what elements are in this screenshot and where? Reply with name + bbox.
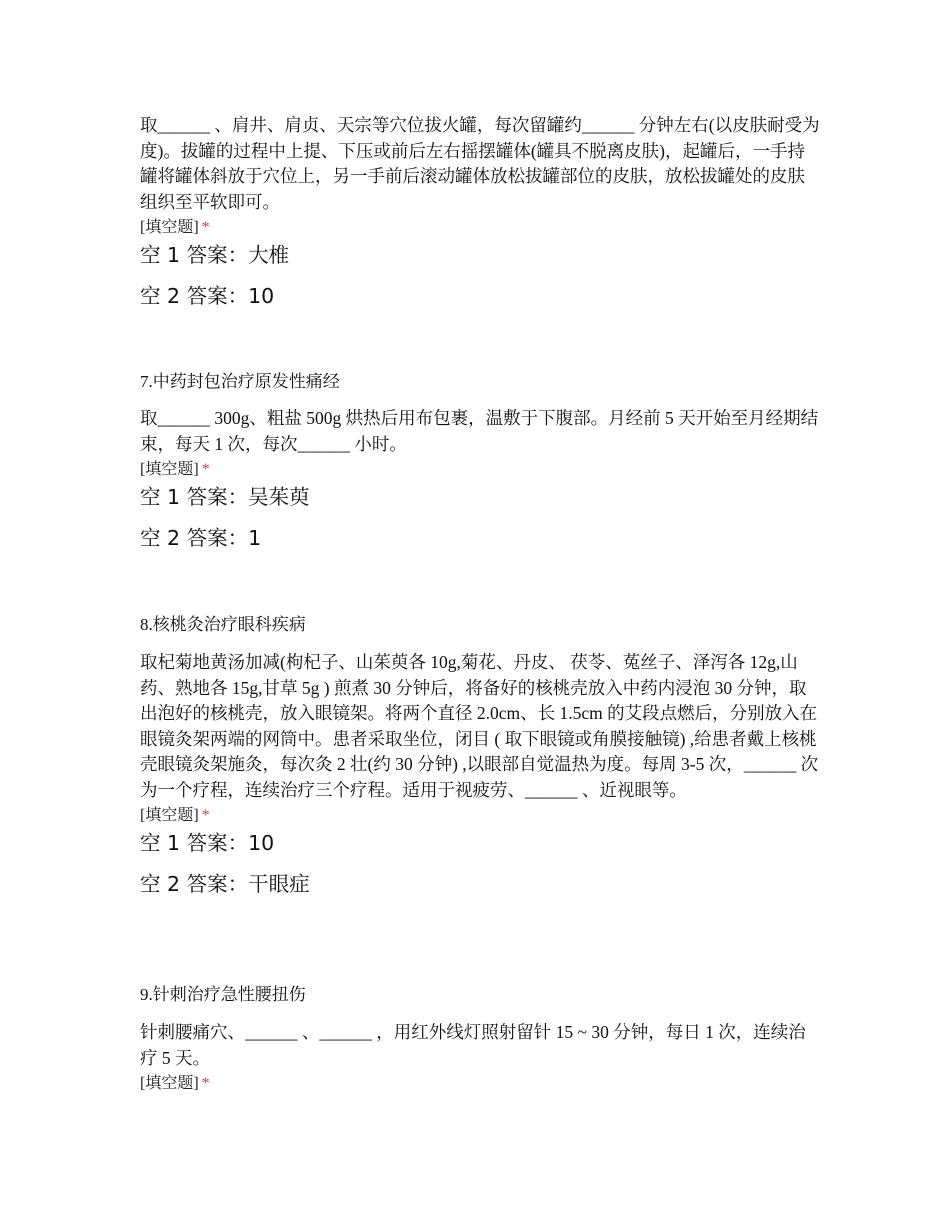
answer-2: 空 2 答案：10 — [140, 284, 275, 308]
question-9 — [140, 1020, 820, 1095]
question-type-label — [140, 459, 820, 481]
question-7-title: 7.中药封包治疗原发性痛经 — [140, 372, 340, 391]
answer-2: 空 2 答案：干眼症 — [140, 872, 310, 896]
question-type-text: [填空题] — [140, 807, 199, 824]
required-mark: * — [201, 1075, 210, 1092]
question-type-label — [140, 217, 820, 239]
question-9-title: 9.针刺治疗急性腰扭伤 — [140, 985, 306, 1004]
question-8 — [140, 650, 820, 898]
question-6 — [140, 113, 820, 310]
question-7 — [140, 406, 820, 552]
question-type-text: [填空题] — [140, 219, 199, 236]
required-mark: * — [201, 461, 210, 478]
required-mark: * — [201, 807, 210, 824]
question-body: 针刺腰痛穴、______ 、______ ，用红外线灯照射留针 15 ~ 30 分钟，每日 1 次，连续治疗 5 天。 — [140, 1022, 806, 1068]
question-type-text: [填空题] — [140, 1075, 199, 1092]
answer-2: 空 2 答案：1 — [140, 526, 262, 550]
question-type-label — [140, 805, 820, 827]
question-type-text: [填空题] — [140, 461, 199, 478]
answer-1: 空 1 答案：吴茱萸 — [140, 485, 310, 509]
answer-1: 空 1 答案：大椎 — [140, 243, 290, 267]
answer-1: 空 1 答案：10 — [140, 831, 275, 855]
question-8-title: 8.核桃灸治疗眼科疾病 — [140, 615, 306, 634]
question-body: 取杞菊地黄汤加减(枸杞子、山茱萸各 10g,菊花、丹皮、 茯苓、菟丝子、泽泻各 12g,山药、熟地各 15g,甘草 5g ) 煎煮 30 分钟后，将备好的核桃壳放入中药内浸泡 30 分钟，取出泡好的核桃壳，放入眼镜架。将两个直径 2.0cm、长 1.5cm 的艾段点燃后，分别放入在眼镜灸架两端的网筒中。患者采取坐位，闭目 ( 取下眼镜或角膜接触镜) ,给患者戴上核桃壳眼镜灸架施灸，每次灸 2 壮(约 30 分钟) ,以眼部自觉温热为度。每周 3-5 次，______ 次为一个疗程，连续治疗三个疗程。适用于视疲劳、______ 、近视眼等。 — [140, 652, 819, 800]
required-mark: * — [201, 219, 210, 236]
question-body: 取______ 300g、粗盐 500g 烘热后用布包裹，温敷于下腹部。月经前 5 天开始至月经期结束，每天 1 次，每次______ 小时。 — [140, 408, 819, 454]
question-type-label — [140, 1073, 820, 1095]
question-body: 取______ 、肩井、肩贞、天宗等穴位拔火罐，每次留罐约______ 分钟左右(以皮肤耐受为度)。拔罐的过程中上提、下压或前后左右摇摆罐体(罐具不脱离皮肤)，起罐后，一手持罐将罐体斜放于穴位上，另一手前后滚动罐体放松拔罐部位的皮肤，放松拔罐处的皮肤组织至平软即可。 — [140, 115, 820, 212]
